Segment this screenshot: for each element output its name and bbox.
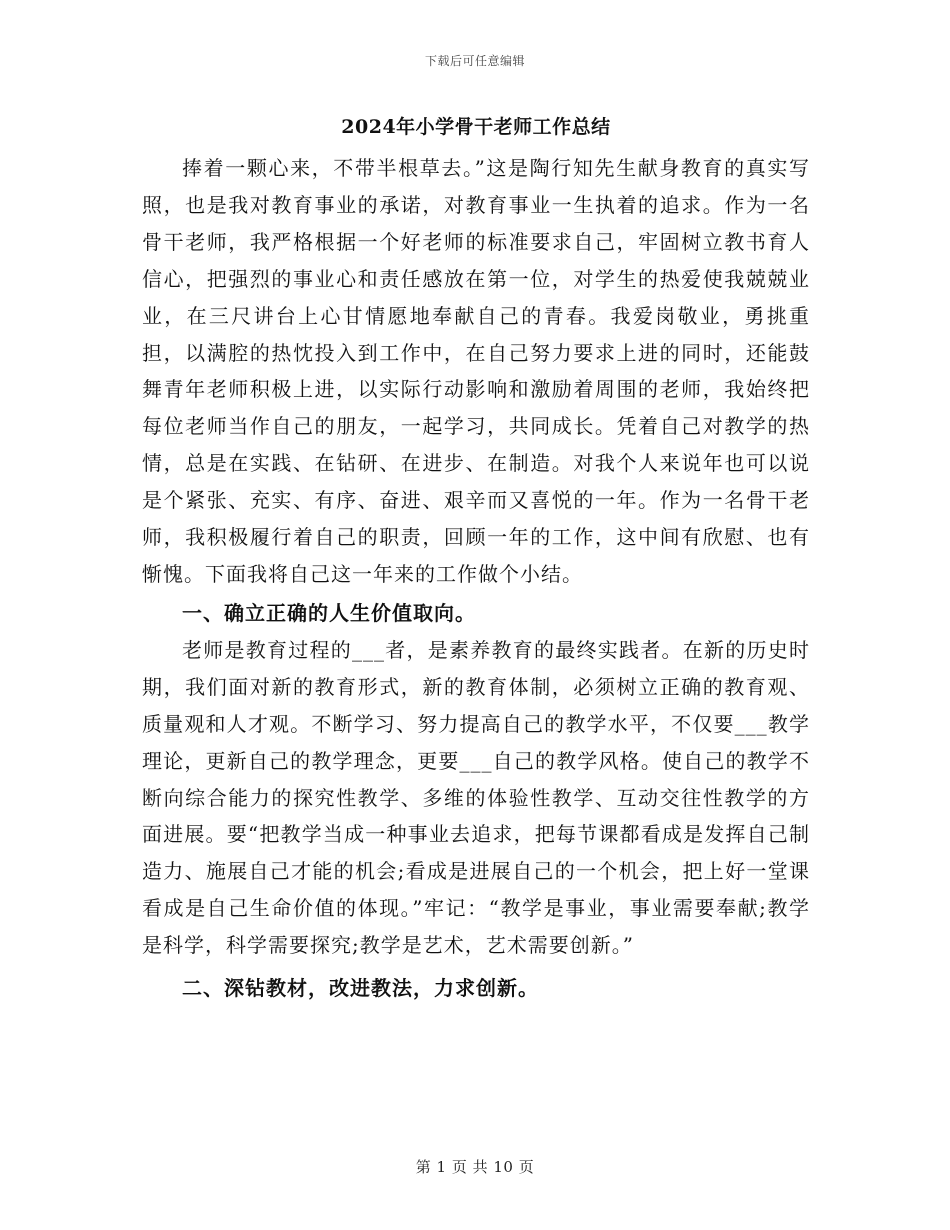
intro-paragraph: 捧着一颗心来，不带半根草去。”这是陶行知先生献身教育的真实写照，也是我对教育事业的承诺，对教育事业一生执着的追求。作为一名骨干老师，我严格根据一个好老师的标准要求自己，牢固树立教书育人信心，把强烈的事业心和责任感放在第一位，对学生的热爱使我兢兢业业，在三尺讲台上心甘情愿地奉献自己的青春。我爱岗敬业，勇挑重担，以满腔的热忱投入到工作中，在自己努力要求上进的同时，还能鼓舞青年老师积极上进，以实际行动影响和激励着周围的老师，我始终把每位老师当作自己的朋友，一起学习，共同成长。凭着自己对教学的热情，总是在实践、在钻研、在进步、在制造。对我个人来说年也可以说是个紧张、充实、有序、奋进、艰辛而又喜悦的一年。作为一名骨干老师，我积极履行着自己的职责，回顾一年的工作，这中间有欣慰、也有惭愧。下面我将自己这一年来的工作做个小结。	[142, 156, 810, 586]
header-note: 下载后可任意编辑	[424, 54, 525, 68]
document-title: 2024年小学骨干老师工作总结	[341, 116, 611, 138]
section-heading-2: 二、深钻教材，改进教法，力求创新。	[182, 976, 539, 1001]
section-heading-1: 一、确立正确的人生价值取向。	[182, 600, 476, 625]
document-body	[142, 110, 810, 1007]
section-1-paragraph: 老师是教育过程的___者，是素养教育的最终实践者。在新的历史时期，我们面对新的教育形式，新的教育体制，必须树立正确的教育观、质量观和人才观。不断学习、努力提高自己的教学水平，不仅要___教学理论，更新自己的教学理念，更要___自己的教学风格。使自己的教学不断向综合能力的探究性教学、多维的体验性教学、互动交往性教学的方面进展。要“把教学当成一种事业去追求，把每节课都看成是发挥自己制造力、施展自己才能的机会;看成是进展自己的一个机会，把上好一堂课看成是自己生命价值的体现。”牢记：“教学是事业，事业需要奉献;教学是科学，科学需要探究;教学是艺术，艺术需要创新。”	[142, 637, 810, 958]
page-footer: 第 1 页 共 10 页	[415, 1158, 535, 1176]
